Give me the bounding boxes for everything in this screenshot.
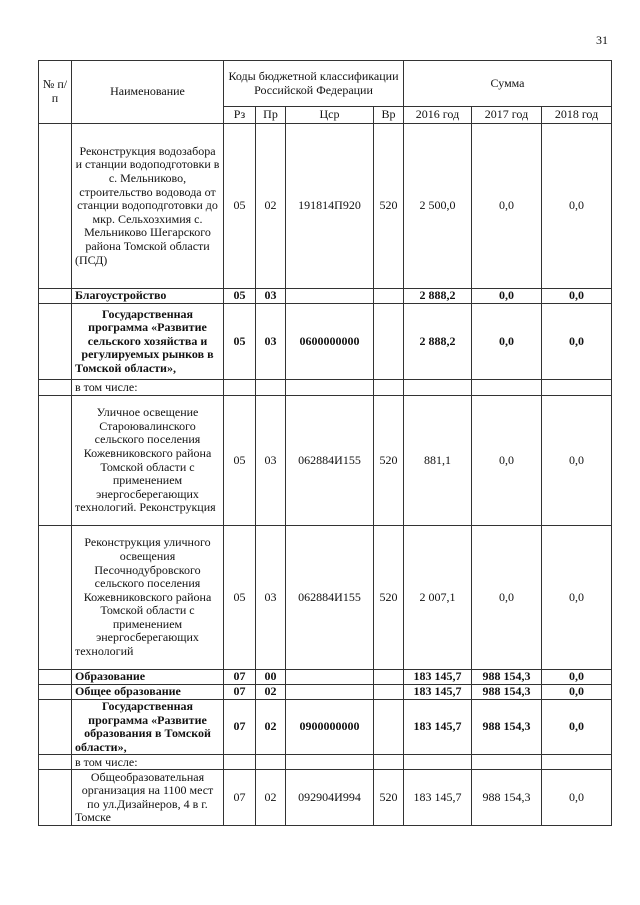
row-y2017-cell: [472, 755, 542, 770]
row-csr-cell: 092904И994: [286, 770, 374, 826]
row-y2016-cell: 2 888,2: [404, 289, 472, 304]
row-number-cell: [39, 396, 72, 526]
table-row: [39, 770, 612, 826]
row-csr-cell: [286, 755, 374, 770]
row-pr-cell: 02: [256, 124, 286, 289]
row-csr-cell: 191814П920: [286, 124, 374, 289]
row-rz-cell: [224, 755, 256, 770]
row-name-cell: Государственная программа «Развитие сельского хозяйства и регулируемых рынков в Томской области»,: [72, 304, 224, 380]
row-y2016-cell: 2 888,2: [404, 304, 472, 380]
row-y2017-cell: 988 154,3: [472, 670, 542, 685]
header-row: [39, 61, 612, 107]
row-name-cell: Общеобразовательная организация на 1100 мест по ул.Дизайнеров, 4 в г. Томске: [72, 770, 224, 826]
row-y2016-cell: 183 145,7: [404, 685, 472, 700]
row-vr-cell: [374, 700, 404, 755]
row-vr-cell: 520: [374, 770, 404, 826]
row-rz-cell: 07: [224, 685, 256, 700]
row-y2018-cell: 0,0: [542, 289, 612, 304]
row-rz-cell: 05: [224, 289, 256, 304]
row-number-cell: [39, 670, 72, 685]
row-vr-cell: [374, 685, 404, 700]
header-num: № п/п: [39, 61, 72, 124]
header-name: Наименование: [72, 61, 224, 124]
row-number-cell: [39, 124, 72, 289]
row-y2017-cell: 988 154,3: [472, 770, 542, 826]
row-number-cell: [39, 685, 72, 700]
row-y2016-cell: [404, 380, 472, 396]
row-y2016-cell: 2 007,1: [404, 526, 472, 670]
page-number: 31: [596, 33, 608, 47]
table-row: [39, 396, 612, 526]
row-vr-cell: 520: [374, 124, 404, 289]
row-y2018-cell: [542, 755, 612, 770]
table-row: [39, 380, 612, 396]
row-number-cell: [39, 755, 72, 770]
row-csr-cell: 062884И155: [286, 526, 374, 670]
budget-table: [38, 60, 612, 826]
row-pr-cell: [256, 380, 286, 396]
header-2016: 2016 год: [404, 107, 472, 124]
row-number-cell: [39, 770, 72, 826]
header-2018: 2018 год: [542, 107, 612, 124]
table-row: [39, 526, 612, 670]
row-name-cell: в том числе:: [72, 755, 224, 770]
row-y2017-cell: 0,0: [472, 526, 542, 670]
row-name-cell: Государственная программа «Развитие образования в Томской области»,: [72, 700, 224, 755]
row-vr-cell: [374, 304, 404, 380]
row-csr-cell: [286, 670, 374, 685]
table-row: [39, 685, 612, 700]
row-rz-cell: 05: [224, 124, 256, 289]
row-csr-cell: [286, 289, 374, 304]
header-vr: Вр: [374, 107, 404, 124]
row-y2016-cell: [404, 755, 472, 770]
table-row: [39, 700, 612, 755]
row-csr-cell: 062884И155: [286, 396, 374, 526]
row-y2017-cell: 988 154,3: [472, 685, 542, 700]
row-name-cell: Благоустройство: [72, 289, 224, 304]
table-row: [39, 289, 612, 304]
row-y2018-cell: [542, 380, 612, 396]
header-csr: Цср: [286, 107, 374, 124]
row-vr-cell: 520: [374, 396, 404, 526]
row-csr-cell: [286, 685, 374, 700]
row-rz-cell: 05: [224, 396, 256, 526]
row-pr-cell: 02: [256, 770, 286, 826]
row-y2016-cell: 2 500,0: [404, 124, 472, 289]
row-number-cell: [39, 700, 72, 755]
row-pr-cell: 03: [256, 526, 286, 670]
row-number-cell: [39, 380, 72, 396]
row-number-cell: [39, 526, 72, 670]
row-vr-cell: [374, 755, 404, 770]
row-rz-cell: [224, 380, 256, 396]
header-pr: Пр: [256, 107, 286, 124]
row-name-cell: Образование: [72, 670, 224, 685]
row-y2017-cell: 0,0: [472, 289, 542, 304]
header-2017: 2017 год: [472, 107, 542, 124]
table-row: [39, 304, 612, 380]
row-name-cell: Реконструкция водозабора и станции водоподготовки в с. Мельниково, строительство водовода от станции водоподготовки до мкр. Сельхозхимия с. Мельниково Шегарского района Томской области (ПСД): [72, 124, 224, 289]
row-vr-cell: [374, 380, 404, 396]
row-y2018-cell: 0,0: [542, 304, 612, 380]
header-codes: Коды бюджетной классификации Российской Федерации: [224, 61, 404, 107]
row-y2017-cell: [472, 380, 542, 396]
table-row: [39, 670, 612, 685]
row-y2017-cell: 0,0: [472, 124, 542, 289]
row-csr-cell: [286, 380, 374, 396]
row-name-cell: в том числе:: [72, 380, 224, 396]
table-row: [39, 755, 612, 770]
row-y2016-cell: 183 145,7: [404, 700, 472, 755]
row-pr-cell: 03: [256, 396, 286, 526]
row-y2018-cell: 0,0: [542, 670, 612, 685]
row-pr-cell: 00: [256, 670, 286, 685]
row-csr-cell: 0900000000: [286, 700, 374, 755]
row-csr-cell: 0600000000: [286, 304, 374, 380]
row-y2018-cell: 0,0: [542, 685, 612, 700]
row-vr-cell: [374, 670, 404, 685]
header-sum: Сумма: [404, 61, 612, 107]
row-rz-cell: 05: [224, 304, 256, 380]
row-y2018-cell: 0,0: [542, 396, 612, 526]
row-rz-cell: 05: [224, 526, 256, 670]
row-y2018-cell: 0,0: [542, 124, 612, 289]
row-y2018-cell: 0,0: [542, 770, 612, 826]
row-rz-cell: 07: [224, 670, 256, 685]
row-y2017-cell: 988 154,3: [472, 700, 542, 755]
header-rz: Рз: [224, 107, 256, 124]
row-rz-cell: 07: [224, 700, 256, 755]
row-pr-cell: 02: [256, 685, 286, 700]
row-pr-cell: 02: [256, 700, 286, 755]
row-name-cell: Реконструкция уличного освещения Песочнодубровского сельского поселения Кожевниковского района Томской области с применением энергосберегающих технологий: [72, 526, 224, 670]
row-y2016-cell: 183 145,7: [404, 670, 472, 685]
row-pr-cell: 03: [256, 289, 286, 304]
row-name-cell: Общее образование: [72, 685, 224, 700]
row-y2017-cell: 0,0: [472, 396, 542, 526]
row-pr-cell: 03: [256, 304, 286, 380]
row-y2016-cell: 183 145,7: [404, 770, 472, 826]
row-y2016-cell: 881,1: [404, 396, 472, 526]
row-pr-cell: [256, 755, 286, 770]
table-row: [39, 124, 612, 289]
row-vr-cell: [374, 289, 404, 304]
row-number-cell: [39, 289, 72, 304]
row-vr-cell: 520: [374, 526, 404, 670]
row-y2018-cell: 0,0: [542, 526, 612, 670]
row-rz-cell: 07: [224, 770, 256, 826]
row-y2017-cell: 0,0: [472, 304, 542, 380]
row-number-cell: [39, 304, 72, 380]
row-name-cell: Уличное освещение Староювалинского сельского поселения Кожевниковского района Томской области с применением энергосберегающих технологий. Реконструкция: [72, 396, 224, 526]
row-y2018-cell: 0,0: [542, 700, 612, 755]
